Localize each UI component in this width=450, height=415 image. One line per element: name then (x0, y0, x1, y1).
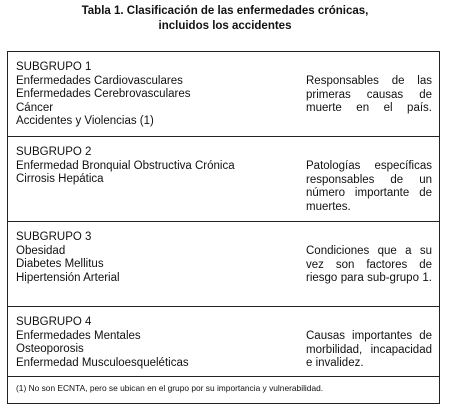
disease-item: Osteoporosis (16, 343, 84, 355)
footnote: (1) No son ECNTA, pero se ubican en el grupo por su importancia y vulnerabilidad. (16, 383, 324, 393)
subgroup-2-description: Patologías específicas responsables de un número importante de muertes. (306, 160, 432, 213)
disease-item: Hipertensión Arterial (16, 271, 120, 284)
row-divider (7, 306, 440, 307)
row-divider (7, 136, 440, 137)
subgroup-heading: SUBGRUPO 1 (16, 61, 92, 73)
table-title (0, 4, 450, 34)
table-title-line-1: Tabla 1. Clasificación de las enfermedades crónicas, (81, 5, 369, 17)
subgroup-3-description: Condiciones que a su vez son factores de riesgo para sub-grupo 1. (306, 245, 432, 284)
disease-item: Enfermedad Bronquial Obstructiva Crónica (16, 159, 235, 172)
subgroup-heading: SUBGRUPO 2 (16, 146, 92, 158)
footnote-divider (7, 376, 440, 377)
subgroup-4-description: Causas importantes de morbilidad, incapacidad e invalidez. (306, 330, 432, 369)
disease-item: Enfermedad Musculoesqueléticas (16, 356, 189, 369)
subgroup-3 (16, 231, 120, 285)
disease-item: Diabetes Mellitus (16, 258, 104, 270)
disease-item: Enfermedades Cerebrovasculares (16, 88, 191, 100)
subgroup-4 (16, 316, 189, 370)
subgroup-heading: SUBGRUPO 3 (16, 231, 92, 243)
subgroup-2 (16, 146, 235, 187)
disease-item: Accidentes y Violencias (1) (16, 115, 154, 127)
disease-item: Enfermedades Mentales (16, 329, 141, 342)
disease-item: Cáncer (16, 101, 54, 114)
row-divider (7, 221, 440, 222)
disease-item: Cirrosis Hepática (16, 173, 104, 185)
subgroup-heading: SUBGRUPO 4 (16, 316, 92, 328)
disease-item: Enfermedades Cardiovasculares (16, 74, 183, 87)
disease-item: Obesidad (16, 244, 66, 257)
subgroup-1 (16, 61, 191, 129)
table-title-line-2: incluidos los accidentes (158, 20, 292, 32)
subgroup-1-description: Responsables de las primeras causas de muerte en el país. (306, 75, 432, 114)
